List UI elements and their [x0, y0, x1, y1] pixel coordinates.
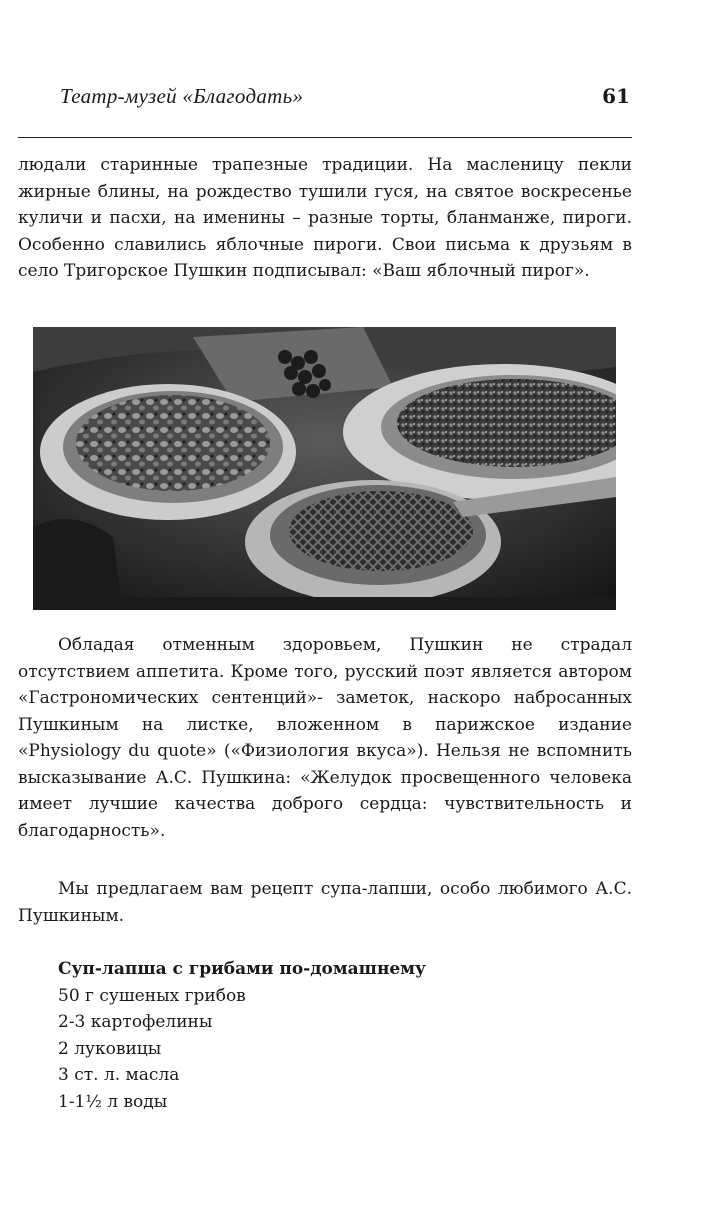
header-divider: [18, 137, 632, 138]
ingredient-item: 1-1½ л воды: [58, 1091, 168, 1112]
pies-illustration: [33, 327, 616, 610]
ingredient-item: 50 г сушеных грибов: [58, 985, 246, 1006]
running-title: Театр-музей «Благодать»: [60, 84, 304, 108]
paragraph-appetite: [18, 632, 632, 844]
paragraph-text: Мы предлагаем вам рецепт супа-лапши, особо любимого А.С. Пушкиным.: [18, 879, 632, 926]
page-number: 61: [602, 84, 630, 108]
pies-photo: [33, 327, 616, 610]
ingredient-item: 2 луковицы: [58, 1038, 162, 1059]
paragraph-text: Обладая отменным здоровьем, Пушкин не страдал отсутствием аппетита. Кроме того, русский поэт является автором «Гастрономических сентенций»- заметок, наскоро набросанных Пушкиным на листке, вложенном в парижское издание «Physiology du quote» («Физиология вкуса»). Нельзя не вспомнить высказывание А.С. Пушкина: «Желудок просвещенного человека имеет лучшие качества доброго сердца: чувствительность и благодарность».: [18, 635, 632, 841]
paragraph-traditions: [18, 152, 632, 285]
ingredient-item: 2-3 картофелины: [58, 1012, 213, 1032]
running-head: [60, 84, 630, 114]
ingredient-item: 3 ст. л. масла: [58, 1065, 180, 1085]
paragraph-text: людали старинные трапезные традиции. На масленицу пекли жирные блины, на рождество тушили гуся, на святое воскресенье куличи и пасхи, на именины – разные торты, бланманже, пироги. Особенно славились яблочные пироги. Свои письма к друзьям в село Тригорское Пушкин подписывал: «Ваш яблочный пирог».: [18, 155, 632, 281]
recipe: [58, 956, 618, 1115]
paragraph-recipe-intro: [18, 876, 632, 929]
recipe-title: Суп-лапша с грибами по-домашнему: [58, 959, 426, 979]
